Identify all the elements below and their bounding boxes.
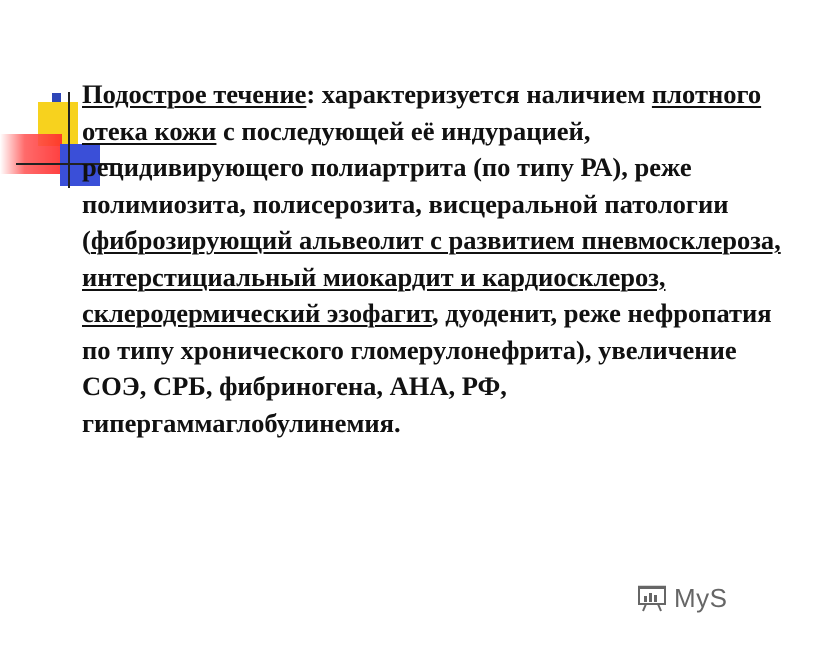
red-square [0,134,62,174]
text-run-2: : характеризуется наличием [306,79,652,109]
bullet-icon [52,93,61,102]
slide-body-text [82,76,802,441]
watermark-text: MyS [674,582,728,613]
text-run-3: плотного отека кожи [82,79,762,146]
text-run-6: , дуоденит, реже нефропатия по типу хронического гломерулонефрита), увеличение СОЭ, СРБ, фибриногена, АНА, РФ, гипергаммаглобулинемия. [82,298,772,438]
vertical-line [68,92,70,188]
text-run-5: фиброзирующий альвеолит с развитием пневмосклероза, интерстициальный миокардит и кардиосклероз, склеродермический эзофагит [82,225,781,328]
text-run-4: с последующей её индурацией, рецидивирующего полиартрита (по типу РА), реже полимиозита, полисерозита, висцеральной патологии ( [82,115,729,255]
watermark [636,578,728,618]
text-run-1: Подострое течение [82,79,307,109]
presentation-board-icon [636,582,668,614]
